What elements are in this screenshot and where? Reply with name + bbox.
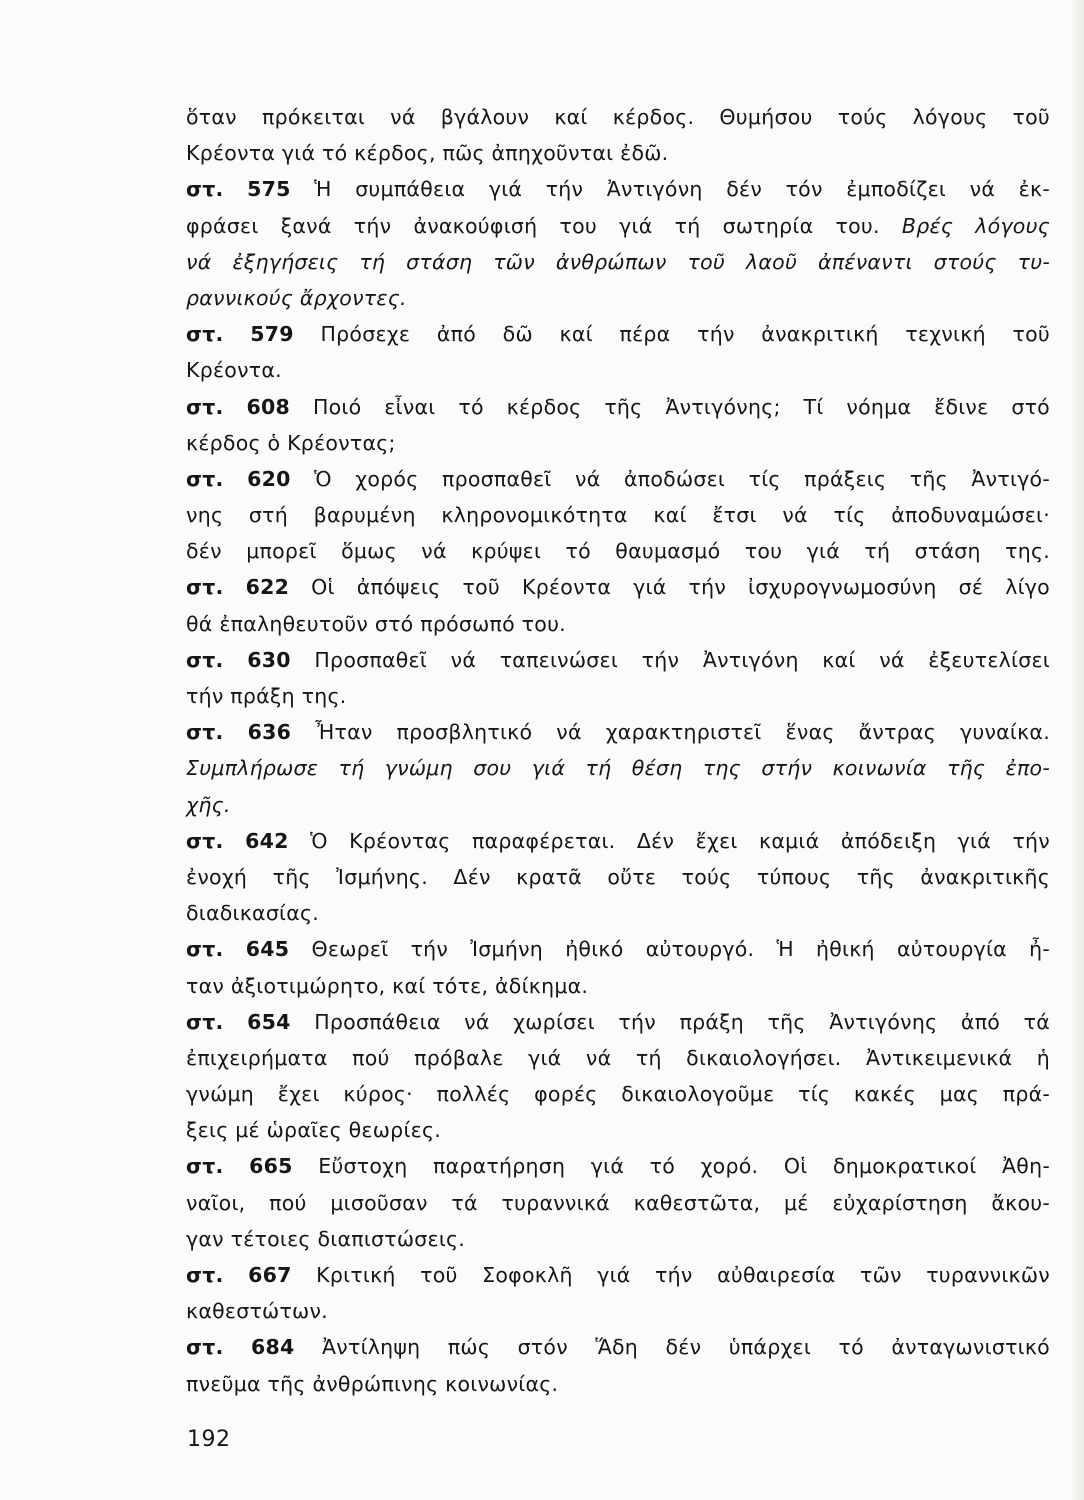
body-text: γαν τέτοιες διαπιστώσεις. [186, 1226, 466, 1251]
body-text: ξεις μέ ὡραῖες θεωρίες. [186, 1118, 442, 1143]
verse-label: στ. [186, 937, 224, 962]
text-line [186, 714, 1050, 750]
text-line [186, 171, 1050, 207]
body-text: Οἱ ἀπόψεις τοῦ Κρέοντα γιά τήν ἰσχυρογνωμοσύνη σέ λίγο [311, 575, 1050, 600]
text-line [186, 606, 1050, 642]
text-line [186, 316, 1050, 352]
body-text: Προσπαθεῖ νά ταπεινώσει τήν Ἀντιγόνη καί νά ἐξευτελίσει [314, 647, 1050, 672]
verse-label: στ. [186, 575, 224, 600]
text-line [186, 1004, 1050, 1040]
body-text: Ποιό εἶναι τό κέρδος τῆς Ἀντιγόνης; Τί νόημα ἔδινε στό [312, 394, 1050, 419]
italic-prompt: νά ἐξηγήσεις τή στάση τῶν ἀνθρώπων τοῦ λαοῦ ἀπέναντι στούς τυ- [186, 249, 1050, 274]
verse-number: 654 [247, 1009, 291, 1034]
body-text: Ἡ συμπάθεια γιά τήν Ἀντιγόνη δέν τόν ἐμποδίζει νά ἐκ- [314, 177, 1050, 202]
italic-prompt: ραννικούς ἄρχοντες. [186, 285, 407, 310]
body-text: δέν μπορεῖ ὅμως νά κρύψει τό θαυμασμό του γιά τή στάση της. [186, 539, 1050, 564]
text-line [186, 280, 1050, 316]
body-text: ταν ἀξιοτιμώρητο, καί τότε, ἀδίκημα. [186, 973, 589, 998]
verse-label: στ. [186, 177, 224, 202]
verse-number: 608 [246, 394, 291, 419]
verse-number: 684 [251, 1335, 295, 1360]
body-text: Πρόσεχε ἀπό δῶ καί πέρα τήν ἀνακριτική τεχνική τοῦ [320, 322, 1050, 347]
body-text: Ἦταν προσβλητικό νά χαρακτηριστεῖ ἕνας ἄντρας γυναίκα. [315, 720, 1050, 745]
body-text: διαδικασίας. [186, 901, 320, 926]
body-text: Προσπάθεια νά χωρίσει τήν πράξη τῆς Ἀντιγόνης ἀπό τά [314, 1009, 1050, 1034]
verse-number: 630 [247, 647, 291, 672]
italic-prompt: χῆς. [186, 792, 231, 817]
italic-prompt: Βρές λόγους [901, 213, 1050, 238]
page-edge-shadow [1070, 0, 1084, 1500]
body-text: Κρέοντα. [186, 358, 282, 383]
text-line [186, 497, 1050, 533]
verse-number: 575 [247, 177, 291, 202]
body-text: Κριτική τοῦ Σοφοκλῆ γιά τήν αὐθαιρεσία τῶν τυραννικῶν [316, 1263, 1050, 1287]
text-line [186, 1329, 1050, 1365]
text-line [186, 99, 1050, 135]
verse-number: 645 [245, 937, 290, 962]
text-line [186, 461, 1050, 497]
text-line [186, 1148, 1050, 1184]
text-line [186, 352, 1050, 388]
body-text: θά ἐπαληθευτοῦν στό πρόσωπό του. [186, 611, 566, 636]
text-line [186, 750, 1050, 786]
text-line [186, 1221, 1050, 1257]
verse-number: 622 [245, 575, 290, 600]
verse-label: στ. [186, 1009, 224, 1034]
verse-number: 579 [250, 322, 294, 347]
text-line [186, 1293, 1050, 1329]
text-line [186, 968, 1050, 1004]
text-line [186, 425, 1050, 461]
text-line [186, 533, 1050, 569]
verse-label: στ. [186, 322, 224, 347]
verse-number: 665 [249, 1154, 293, 1179]
commentary-text [186, 99, 1050, 1402]
verse-label: στ. [186, 647, 224, 672]
text-line [186, 569, 1050, 605]
text-line [186, 1366, 1050, 1402]
text-line [186, 642, 1050, 678]
text-line [186, 244, 1050, 280]
body-text: Ἀντίληψη πώς στόν Ἅδη δέν ὑπάρχει τό ἀνταγωνιστικό [322, 1335, 1050, 1360]
page-number: 192 [187, 1427, 231, 1452]
body-text: φράσει ξανά τήν ἀνακούφισή του γιά τή σωτηρία του. [186, 213, 880, 238]
text-line [186, 823, 1050, 859]
body-text: πνεῦμα τῆς ἀνθρώπινης κοινωνίας. [186, 1371, 559, 1396]
body-text: ὅταν πρόκειται νά βγάλουν καί κέρδος. Θυμήσου τούς λόγους τοῦ [186, 105, 1050, 129]
text-line [186, 1040, 1050, 1076]
verse-label: στ. [186, 466, 224, 491]
body-text: νης στή βαρυμένη κληρονομικότητα καί ἔτσι νά τίς ἀποδυναμώσει· [186, 503, 1050, 528]
verse-label: στ. [186, 1263, 224, 1287]
verse-number: 620 [247, 466, 291, 491]
text-line [186, 1112, 1050, 1148]
body-text: Εὔστοχη παρατήρηση γιά τό χορό. Οἱ δημοκρατικοί Ἀθη- [318, 1154, 1050, 1179]
text-line [186, 1257, 1050, 1293]
verse-label: στ. [186, 828, 224, 853]
text-line [186, 135, 1050, 171]
body-text: τήν πράξη της. [186, 684, 347, 708]
verse-number: 636 [247, 720, 292, 745]
verse-number: 642 [245, 828, 289, 853]
body-text: ἐνοχή τῆς Ἰσμήνης. Δέν κρατᾶ οὔτε τούς τύπους τῆς ἀνακριτικῆς [186, 864, 1050, 889]
body-text: Κρέοντα γιά τό κέρδος, πῶς ἀπηχοῦνται ἐδῶ. [186, 141, 669, 166]
body-text: κέρδος ὁ Κρέοντας; [186, 430, 396, 455]
verse-number: 667 [248, 1263, 292, 1287]
italic-prompt: Συμπλήρωσε τή γνώμη σου γιά τή θέση της στήν κοινωνία τῆς ἐπο- [186, 756, 1050, 781]
body-text: Ὁ Κρέοντας παραφέρεται. Δέν ἔχει καμιά ἀπόδειξη γιά τήν [310, 828, 1050, 853]
verse-label: στ. [186, 394, 224, 419]
text-line [186, 1076, 1050, 1112]
text-line [186, 859, 1050, 895]
verse-label: στ. [186, 720, 224, 745]
verse-label: στ. [186, 1154, 224, 1179]
text-line [186, 208, 1050, 244]
body-text: ναῖοι, πού μισοῦσαν τά τυραννικά καθεστῶτα, μέ εὐχαρίστηση ἄκου- [186, 1190, 1050, 1215]
text-line [186, 678, 1050, 714]
text-line [186, 1185, 1050, 1221]
text-line [186, 895, 1050, 931]
body-text: Ὁ χορός προσπαθεῖ νά ἀποδώσει τίς πράξεις τῆς Ἀντιγό- [314, 466, 1050, 491]
text-line [186, 931, 1050, 967]
text-line [186, 389, 1050, 425]
body-text: γνώμη ἔχει κύρος· πολλές φορές δικαιολογοῦμε τίς κακές μας πρά- [186, 1082, 1050, 1107]
body-text: Θεωρεῖ τήν Ἰσμήνη ἠθικό αὐτουργό. Ἡ ἠθική αὐτουργία ἦ- [311, 937, 1050, 962]
verse-label: στ. [186, 1335, 224, 1360]
body-text: καθεστώτων. [186, 1299, 328, 1324]
text-line [186, 787, 1050, 823]
body-text: ἐπιχειρήματα πού πρόβαλε γιά νά τή δικαιολογήσει. Ἀντικειμενικά ἡ [186, 1045, 1050, 1070]
